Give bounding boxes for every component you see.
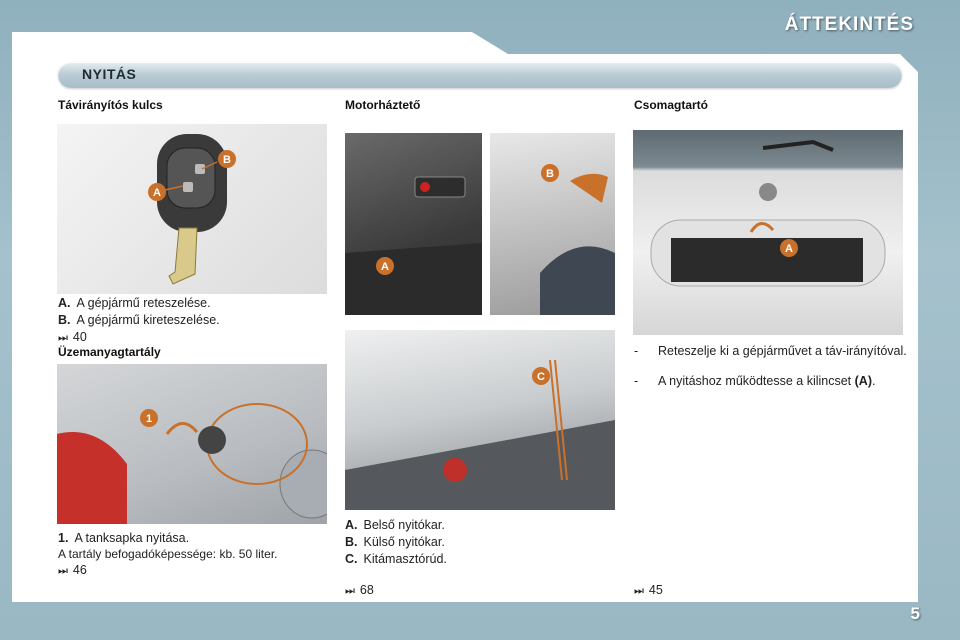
bonnet-photo-engine xyxy=(345,330,615,510)
boot-photo xyxy=(633,130,903,335)
key-title: Távirányítós kulcs xyxy=(58,98,163,112)
bonnet-item-a xyxy=(345,517,445,533)
fuel-capacity: A tartály befogadóképessége: kb. 50 liter. xyxy=(58,547,278,561)
bullet-text: Reteszelje ki a gépjárművet a táv-irányítóval. xyxy=(658,344,907,358)
bullet-dash: - xyxy=(634,374,639,388)
callout-a xyxy=(780,239,798,257)
callout-a-label: A xyxy=(381,261,389,273)
fast-forward-icon: ⏭ xyxy=(634,585,644,597)
item-text: A tanksapka nyitása. xyxy=(74,531,190,545)
page-title: ÁTTEKINTÉS xyxy=(784,14,914,35)
bonnet-photo-interior xyxy=(345,133,482,315)
fuel-title: Üzemanyagtartály xyxy=(58,345,161,359)
key-illustration xyxy=(57,124,327,294)
key-item-a xyxy=(58,295,211,311)
fuel-item-1 xyxy=(58,530,189,546)
callout-c-label: C xyxy=(537,371,545,383)
section-bar xyxy=(58,62,902,88)
item-text: Külső nyitókar. xyxy=(363,535,445,549)
key-photo xyxy=(57,124,327,294)
item-text: A gépjármű kireteszelése. xyxy=(76,313,220,327)
fast-forward-icon: ⏭ xyxy=(58,332,68,344)
exterior-lever-illustration xyxy=(490,133,615,315)
boot-bullet-2 xyxy=(634,374,904,406)
item-letter: C. xyxy=(345,552,358,566)
item-text: Belső nyitókar. xyxy=(363,518,445,532)
callout-1 xyxy=(140,409,158,427)
bonnet-item-c xyxy=(345,551,447,567)
section-title: NYITÁS xyxy=(82,66,137,82)
bonnet-photo-exterior xyxy=(490,133,615,315)
ref-page: 40 xyxy=(72,330,87,344)
callout-b xyxy=(218,150,236,168)
ref-page: 45 xyxy=(648,583,663,597)
item-text: Kitámasztórúd. xyxy=(363,552,447,566)
item-letter: 1. xyxy=(58,531,69,545)
bullet-tail: . xyxy=(872,374,876,388)
callout-a-label: A xyxy=(785,243,793,255)
bonnet-ref xyxy=(345,582,374,599)
callout-a-label: A xyxy=(153,187,161,199)
callout-1-label: 1 xyxy=(145,413,153,425)
boot-bullet-1 xyxy=(634,344,907,376)
bullet-dash: - xyxy=(634,344,639,358)
key-ref xyxy=(58,329,87,346)
boot-ref xyxy=(634,582,663,599)
page-number: 5 xyxy=(910,604,920,623)
callout-b xyxy=(541,164,559,182)
bullet-text: A nyitáshoz működtesse a kilincset xyxy=(658,374,852,388)
ref-page: 46 xyxy=(72,563,87,577)
callout-b-label: B xyxy=(223,154,231,166)
engine-bay-illustration xyxy=(345,330,615,510)
bonnet-item-b xyxy=(345,534,445,550)
fast-forward-icon: ⏭ xyxy=(58,565,68,577)
callout-a xyxy=(148,183,166,201)
callout-a xyxy=(376,257,394,275)
brand-logo-icon xyxy=(759,183,777,201)
bonnet-title: Motorháztető xyxy=(345,98,421,112)
bullet-bold: (A) xyxy=(854,374,872,388)
item-letter: A. xyxy=(345,518,358,532)
fuel-photo xyxy=(57,364,327,524)
callout-c xyxy=(532,367,550,385)
fuel-ref xyxy=(58,562,87,579)
boot-title: Csomagtartó xyxy=(634,98,709,112)
ref-page: 68 xyxy=(359,583,374,597)
item-letter: A. xyxy=(58,296,71,310)
item-letter: B. xyxy=(345,535,358,549)
item-letter: B. xyxy=(58,313,71,327)
fuel-illustration xyxy=(57,364,327,524)
callout-b-label: B xyxy=(546,168,554,180)
item-text: A gépjármű reteszelése. xyxy=(76,296,211,310)
boot-illustration xyxy=(633,130,903,335)
key-item-b xyxy=(58,312,220,328)
interior-lever-illustration xyxy=(345,133,482,315)
fast-forward-icon: ⏭ xyxy=(345,585,355,597)
